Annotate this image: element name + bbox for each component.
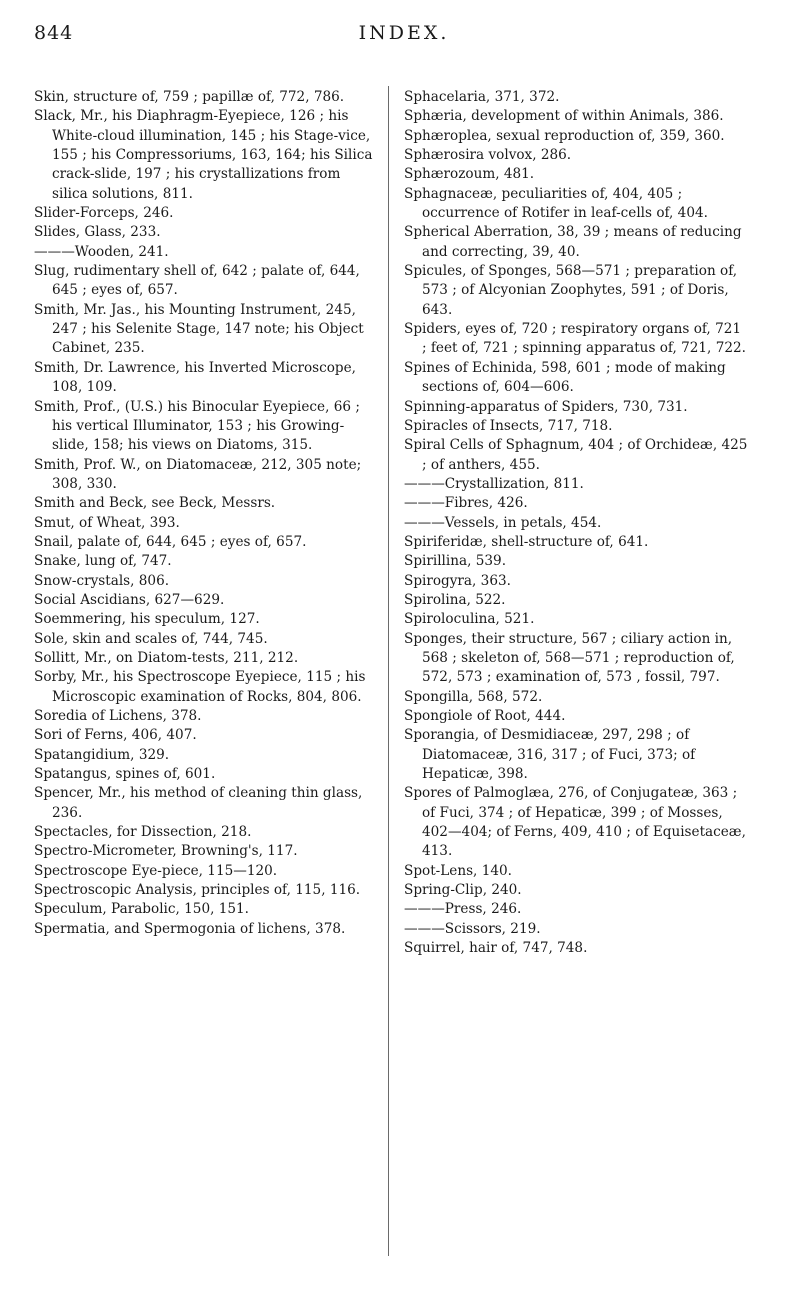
index-entry: Spatangus, spines of, 601. [34, 766, 216, 783]
index-entry: ———Vessels, in petals, 454. [404, 514, 602, 531]
page-number: 844 [34, 22, 74, 44]
index-entry: Spines of Echinida, 598, 601 ; mode of making sections of, 604—606. [404, 359, 726, 396]
index-entry: ———Fibres, 426. [404, 495, 528, 512]
index-entry: Speculum, Parabolic, 150, 151. [34, 901, 249, 918]
index-entry: Sole, skin and scales of, 744, 745. [34, 630, 268, 647]
index-entry: ———Press, 246. [404, 901, 522, 918]
index-entry: Sphagnaceæ, peculiarities of, 404, 405 ; occurrence of Rotifer in leaf-cells of, 404. [404, 185, 708, 222]
index-entry: Spring-Clip, 240. [404, 882, 522, 899]
index-column-left [34, 88, 378, 939]
index-entry: Slider-Forceps, 246. [34, 205, 174, 222]
index-entry: Spherical Aberration, 38, 39 ; means of reducing and correcting, 39, 40. [404, 224, 742, 260]
index-entry: ———Wooden, 241. [34, 243, 169, 260]
index-entry: Sponges, their structure, 567 ; ciliary action in, 568 ; skeleton of, 568—571 ; reproduction of, 572, 573 ; examination of, 573 , fossil, 797. [404, 630, 735, 686]
index-entry: Sphæria, development of within Animals, 386. [404, 108, 724, 125]
index-entry: Spatangidium, 329. [34, 746, 170, 763]
index-entry: Sori of Ferns, 406, 407. [34, 727, 197, 744]
index-entry: Spiriferidæ, shell-structure of, 641. [404, 533, 649, 550]
index-entry: Sphærozoum, 481. [404, 166, 535, 183]
index-entry: Sphærosira volvox, 286. [404, 147, 572, 164]
index-entry: Smith, Prof. W., on Diatomaceæ, 212, 305 note; 308, 330. [34, 456, 362, 492]
index-entry: Slack, Mr., his Diaphragm-Eyepiece, 126 ; his White-cloud illumination, 145 ; his Stage-vice, 155 ; his Compressoriums, 163, 164; his Silica crack-slide, 197 ; his crystallizations from silica solutions, 811. [34, 108, 373, 202]
index-entry: Smith, Mr. Jas., his Mounting Instrument, 245, 247 ; his Selenite Stage, 147 note; his Object Cabinet, 235. [34, 301, 364, 357]
index-entry: ———Crystallization, 811. [404, 475, 584, 492]
index-entry: Spongiole of Root, 444. [404, 708, 566, 724]
index-entry: Spencer, Mr., his method of cleaning thin glass, 236. [34, 785, 363, 821]
index-entry: Spirillina, 539. [404, 553, 507, 570]
index-entry: Spores of Palmoglæa, 276, of Conjugateæ, 363 ; of Fuci, 374 ; of Hepaticæ, 399 ; of Mosses, 402—404; of Ferns, 409, 410 ; of Equisetaceæ, 413. [404, 785, 746, 860]
index-entry: Spermatia, and Spermogonia of lichens, 378. [34, 920, 346, 937]
index-entry: Spirolina, 522. [404, 591, 506, 608]
index-entry: Spectroscopic Analysis, principles of, 115, 116. [34, 882, 361, 899]
index-entry: Slides, Glass, 233. [34, 224, 161, 241]
index-entry: Soemmering, his speculum, 127. [34, 611, 260, 628]
index-entry: Spiders, eyes of, 720 ; respiratory organs of, 721 ; feet of, 721 ; spinning apparatus of, 721, 722. [404, 321, 746, 357]
index-entry: Squirrel, hair of, 747, 748. [404, 940, 588, 957]
index-entry: Slug, rudimentary shell of, 642 ; palate of, 644, 645 ; eyes of, 657. [34, 263, 360, 299]
index-entry: Smut, of Wheat, 393. [34, 514, 180, 531]
index-entry: Smith, Prof., (U.S.) his Binocular Eyepiece, 66 ; his vertical Illuminator, 153 ; his Growing-slide, 158; his views on Diatoms, 315. [34, 398, 360, 454]
index-entry: Snake, lung of, 747. [34, 553, 172, 570]
index-entry: Snow-crystals, 806. [34, 572, 170, 589]
index-entry: Spicules, of Sponges, 568—571 ; preparation of, 573 ; of Alcyonian Zoophytes, 591 ; of Doris, 643. [404, 263, 738, 318]
index-entry: Spiracles of Insects, 717, 718. [404, 417, 613, 434]
column-divider [388, 86, 389, 1256]
index-entry: Sollitt, Mr., on Diatom-tests, 211, 212. [34, 649, 299, 666]
index-entry: Smith and Beck, see Beck, Messrs. [34, 495, 276, 512]
page-header [34, 22, 774, 56]
index-entry: Spectro-Micrometer, Browning's, 117. [34, 843, 298, 860]
index-entry: Spot-Lens, 140. [404, 862, 512, 879]
index-entry: Spectroscope Eye-piece, 115—120. [34, 862, 278, 879]
index-entry: Sphæroplea, sexual reproduction of, 359, 360. [404, 127, 725, 144]
index-entry: Snail, palate of, 644, 645 ; eyes of, 657. [34, 533, 307, 550]
index-entry: Soredia of Lichens, 378. [34, 708, 202, 724]
index-entry: Spirogyra, 363. [404, 572, 511, 589]
index-entry: Sphacelaria, 371, 372. [404, 89, 560, 105]
index-entry: Skin, structure of, 759 ; papillæ of, 772, 786. [34, 89, 345, 105]
index-entry: ———Scissors, 219. [404, 920, 541, 937]
running-title: INDEX. [358, 22, 450, 44]
index-entry: Sporangia, of Desmidiaceæ, 297, 298 ; of Diatomaceæ, 316, 317 ; of Fuci, 373; of Hepaticæ, 398. [404, 727, 696, 783]
index-entry: Spongilla, 568, 572. [404, 688, 543, 705]
index-entry: Social Ascidians, 627—629. [34, 591, 225, 608]
index-entry: Spinning-apparatus of Spiders, 730, 731. [404, 398, 688, 415]
index-entry: Spiral Cells of Sphagnum, 404 ; of Orchideæ, 425 ; of anthers, 455. [404, 437, 748, 473]
index-entry: Smith, Dr. Lawrence, his Inverted Microscope, 108, 109. [34, 359, 357, 396]
index-entry: Sorby, Mr., his Spectroscope Eyepiece, 115 ; his Microscopic examination of Rocks, 804, 806. [34, 669, 366, 705]
index-entry: Spiroloculina, 521. [404, 611, 535, 628]
index-entry: Spectacles, for Dissection, 218. [34, 824, 252, 841]
index-column-right [404, 88, 748, 958]
